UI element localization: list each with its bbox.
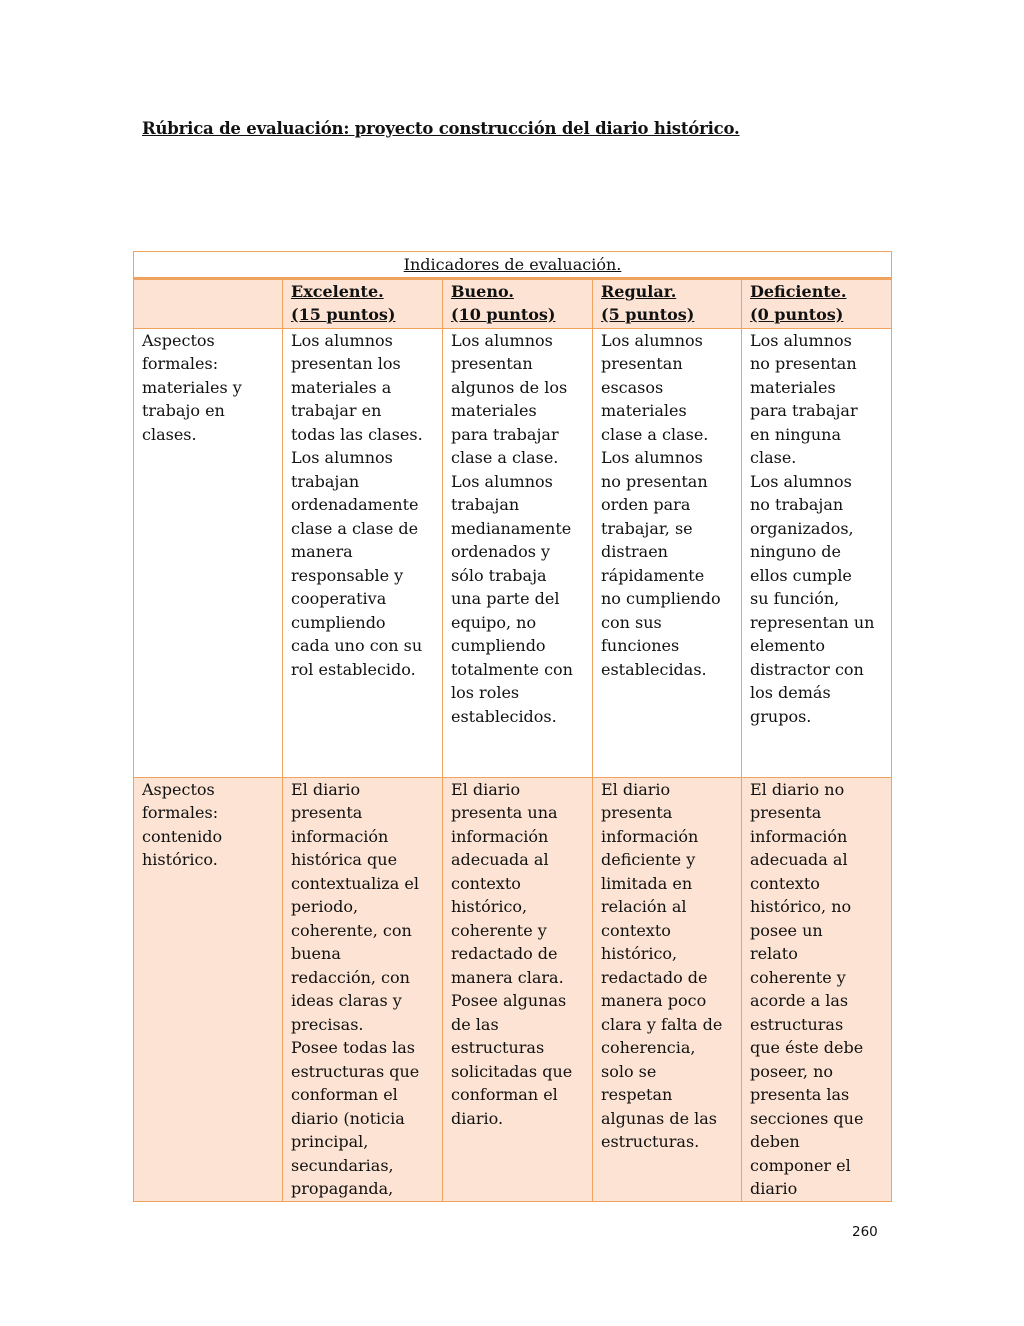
rubric-cell: El diario presenta una información adecuada al contexto histórico, coherente y redactado de manera clara. Posee algunas de las estructuras solicitadas que conforman el diario. (443, 777, 593, 1201)
header-row (134, 278, 892, 328)
document-title: Rúbrica de evaluación: proyecto construcción del diario histórico. (142, 119, 740, 138)
level-points: (5 puntos) (601, 305, 695, 324)
header-level-bueno (443, 278, 593, 328)
table-caption: Indicadores de evaluación. (403, 255, 622, 274)
level-points: (15 puntos) (291, 305, 396, 324)
rubric-cell: Los alumnos presentan escasos materiales clase a clase. Los alumnos no presentan orden para trabajar, se distraen rápidamente no cumpliendo con sus funciones establecidas. (593, 328, 742, 777)
rubric-cell: Los alumnos no presentan materiales para trabajar en ninguna clase. Los alumnos no trabajan organizados, ninguno de ellos cumple su función, representan un elemento distractor con los demás grupos. (742, 328, 892, 777)
rubric-cell: El diario presenta información deficiente y limitada en relación al contexto histórico, redactado de manera poco clara y falta de coherencia, solo se respetan algunas de las estructuras. (593, 777, 742, 1201)
rubric-cell: El diario presenta información histórica que contextualiza el periodo, coherente, con buena redacción, con ideas claras y precisas. Posee todas las estructuras que conforman el diario (noticia principal, secundarias, propaganda, (283, 777, 443, 1201)
table-caption-cell (134, 252, 892, 279)
criterion-cell: Aspectos formales: materiales y trabajo en clases. (134, 328, 283, 777)
header-level-deficiente (742, 278, 892, 328)
level-points: (0 puntos) (750, 305, 844, 324)
page-number: 260 (852, 1224, 878, 1240)
table-row-materiales (134, 328, 892, 777)
rubric-cell: Los alumnos presentan algunos de los materiales para trabajar clase a clase. Los alumnos trabajan medianamente ordenados y sólo trabaja una parte del equipo, no cumpliendo totalmente con los roles establecidos. (443, 328, 593, 777)
rubric-cell: El diario no presenta información adecuada al contexto histórico, no posee un relato coherente y acorde a las estructuras que éste debe poseer, no presenta las secciones que deben componer el diario (742, 777, 892, 1201)
level-label: Regular. (601, 281, 677, 301)
level-label: Bueno. (451, 281, 514, 301)
level-label: Excelente. (291, 281, 384, 301)
rubric-cell: Los alumnos presentan los materiales a trabajar en todas las clases. Los alumnos trabajan ordenadamente clase a clase de manera responsable y cooperativa cumpliendo cada uno con su rol establecido. (283, 328, 443, 777)
rubric-table (133, 251, 892, 1202)
table-row-contenido (134, 777, 892, 1201)
header-corner-cell (134, 278, 283, 328)
header-level-regular (593, 278, 742, 328)
level-label: Deficiente. (750, 281, 847, 301)
criterion-cell: Aspectos formales: contenido histórico. (134, 777, 283, 1201)
header-level-excelente (283, 278, 443, 328)
caption-row (134, 252, 892, 279)
level-points: (10 puntos) (451, 305, 556, 324)
